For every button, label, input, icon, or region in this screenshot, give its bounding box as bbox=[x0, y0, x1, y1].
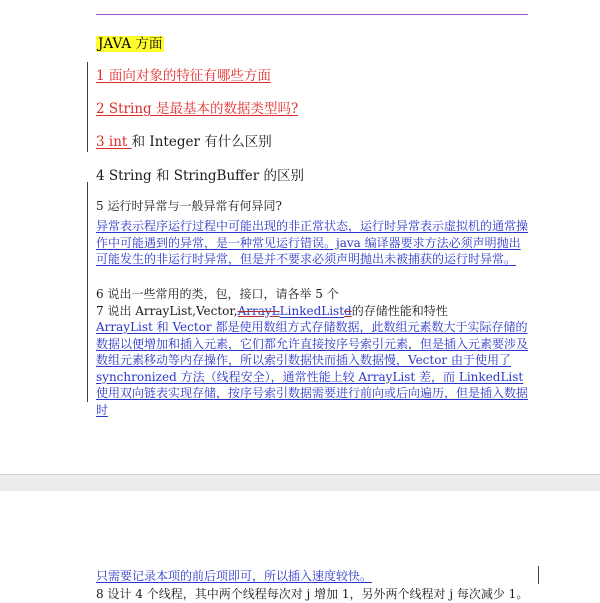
deleted-text-2[interactable]: d bbox=[344, 304, 352, 318]
question-5: 5 运行时异常与一般异常有何异同? bbox=[96, 199, 282, 213]
header-rule bbox=[96, 14, 528, 15]
document-page-2 bbox=[0, 491, 600, 603]
question-3 bbox=[96, 130, 272, 150]
question-4: 4 String 和 StringBuffer 的区别 bbox=[96, 168, 304, 184]
revision-bar bbox=[87, 62, 88, 152]
question-7-prefix: 7 说出 ArrayList,Vector, bbox=[96, 304, 238, 318]
page-break-gap bbox=[0, 474, 600, 492]
revision-bar bbox=[87, 182, 88, 402]
question-3-number[interactable]: 3 int bbox=[96, 134, 132, 150]
answer-5[interactable]: 异常表示程序运行过程中可能出现的非正常状态，运行时异常表示虚拟机的通常操作中可能遇到的异常，是一种常见运行错误。java 编译器要求方法必须声明抛出可能发生的非运行时异常，但是并不要求必须声明抛出未被捕获的运行时异常。 bbox=[96, 219, 529, 266]
question-3-text: 和 Integer 有什么区别 bbox=[131, 134, 272, 150]
question-7-suffix: 的存储性能和特性 bbox=[351, 304, 448, 318]
deleted-text[interactable]: ArrayL bbox=[237, 304, 280, 318]
question-2[interactable]: 2 String 是最基本的数据类型吗? bbox=[96, 101, 299, 117]
inserted-text[interactable]: LinkedList bbox=[279, 304, 345, 318]
question-8: 8 设计 4 个线程，其中两个线程每次对 j 增加 1，另外两个线程对 j 每次减少 1。 bbox=[96, 587, 529, 601]
text-cursor bbox=[538, 566, 539, 584]
question-6: 6 说出一些常用的类，包，接口，请各举 5 个 bbox=[96, 287, 339, 301]
question-1[interactable]: 1 面向对象的特征有哪些方面 bbox=[96, 68, 271, 84]
answer-7[interactable]: ArrayList 和 Vector 都是使用数组方式存储数据，此数组元素数大于实际存储的数据以便增加和插入元素，它们都允许直接按序号索引元素，但是插入元素要涉及数组元素移动等内存操作，所以索引数据快而插入数据慢，Vector 由于使用了 synchronized 方法（线程安全），通常性能上较 ArrayList 差，而 LinkedList 使用双向链表实现存储，按序号索引数据需要进行前向或后向遍历，但是插入数据时 bbox=[96, 320, 529, 417]
section-title: JAVA 方面 bbox=[98, 36, 163, 52]
answer-7-continued[interactable]: 只需要记录本项的前后项即可，所以插入速度较快。 bbox=[96, 569, 373, 583]
question-7 bbox=[96, 302, 448, 319]
